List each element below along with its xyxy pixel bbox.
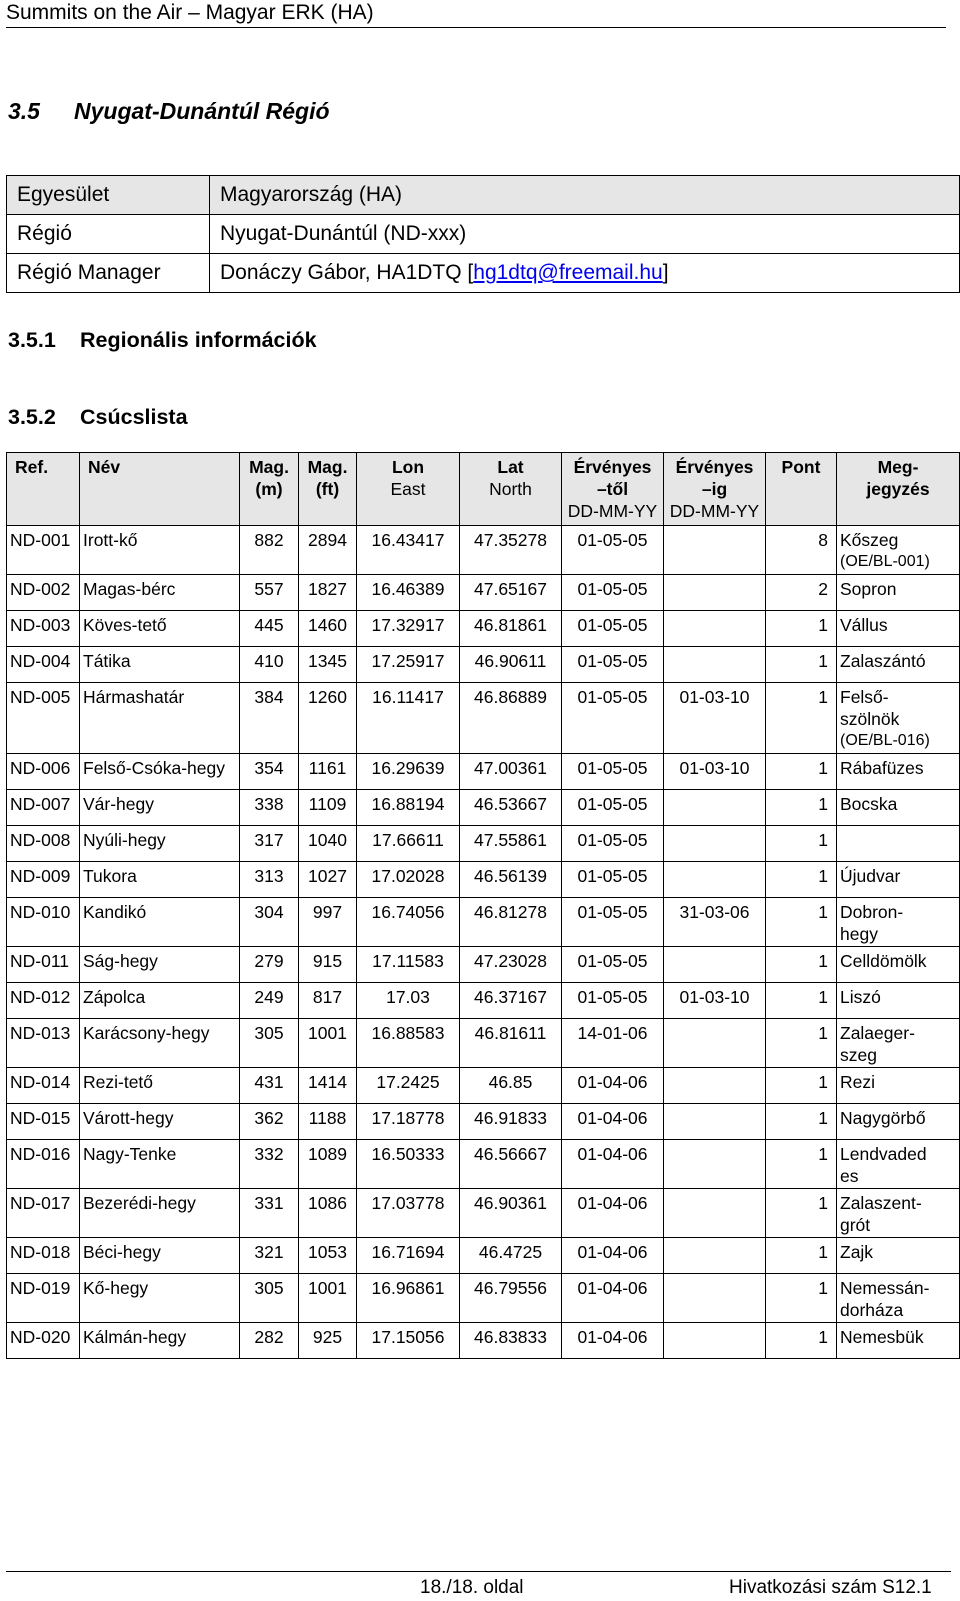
cell-points: 1 — [766, 1140, 837, 1189]
cell-name: Tátika — [80, 647, 240, 683]
cell-lon: 16.43417 — [357, 526, 460, 575]
cell-height-m: 331 — [240, 1189, 299, 1238]
info-row — [7, 176, 960, 215]
note-text-continued: dorháza — [840, 1300, 904, 1320]
cell-note — [837, 575, 960, 611]
table-row — [7, 1189, 960, 1238]
footer-rule — [6, 1571, 951, 1572]
table-row — [7, 647, 960, 683]
cell-lon: 16.88194 — [357, 790, 460, 826]
cell-ref: ND-013 — [7, 1019, 80, 1068]
cell-valid-from: 01-05-05 — [562, 790, 664, 826]
cell-height-ft: 1001 — [299, 1274, 357, 1323]
cell-lon: 16.50333 — [357, 1140, 460, 1189]
cell-note — [837, 983, 960, 1019]
cell-points: 1 — [766, 790, 837, 826]
subsection-number: 3.5.2 — [8, 405, 56, 429]
cell-height-ft: 2894 — [299, 526, 357, 575]
cell-ref: ND-015 — [7, 1104, 80, 1140]
cell-lat: 46.86889 — [460, 683, 562, 754]
cell-ref: ND-003 — [7, 611, 80, 647]
cell-lon: 16.96861 — [357, 1274, 460, 1323]
info-value: Nyugat-Dunántúl (ND-xxx) — [210, 215, 960, 254]
col-header-mag-ft: Mag. (ft) — [299, 453, 357, 526]
note-text: Vállus — [840, 615, 888, 635]
cell-lat: 46.79556 — [460, 1274, 562, 1323]
cell-valid-to — [664, 1323, 766, 1359]
note-text-continued: hegy — [840, 924, 878, 944]
col-header-points: Pont — [766, 453, 837, 526]
cell-valid-from: 01-05-05 — [562, 947, 664, 983]
cell-points: 1 — [766, 1019, 837, 1068]
cell-height-m: 431 — [240, 1068, 299, 1104]
cell-note — [837, 1104, 960, 1140]
cell-note — [837, 683, 960, 754]
info-key: Régió — [7, 215, 210, 254]
cell-note — [837, 1140, 960, 1189]
cell-name: Kálmán-hegy — [80, 1323, 240, 1359]
cell-note — [837, 790, 960, 826]
cell-note — [837, 1068, 960, 1104]
note-text-continued: es — [840, 1166, 859, 1186]
cell-points: 1 — [766, 983, 837, 1019]
cell-lat: 47.65167 — [460, 575, 562, 611]
cell-name: Ság-hegy — [80, 947, 240, 983]
cell-name: Várott-hegy — [80, 1104, 240, 1140]
cell-points: 1 — [766, 826, 837, 862]
cell-valid-from: 01-05-05 — [562, 611, 664, 647]
cell-points: 2 — [766, 575, 837, 611]
cell-valid-from: 01-05-05 — [562, 898, 664, 947]
table-row — [7, 826, 960, 862]
cell-valid-from: 01-04-06 — [562, 1238, 664, 1274]
cell-lat: 46.81861 — [460, 611, 562, 647]
col-header-lon: Lon East — [357, 453, 460, 526]
cell-ref: ND-020 — [7, 1323, 80, 1359]
cell-valid-to — [664, 1140, 766, 1189]
table-row — [7, 526, 960, 575]
cell-valid-to — [664, 790, 766, 826]
note-text: Újudvar — [840, 866, 901, 886]
cell-lat: 46.81611 — [460, 1019, 562, 1068]
table-row — [7, 1238, 960, 1274]
cell-lat: 46.56667 — [460, 1140, 562, 1189]
note-reference: (OE/BL-001) — [840, 553, 930, 570]
cell-lat: 47.00361 — [460, 754, 562, 790]
cell-valid-to — [664, 1019, 766, 1068]
cell-name: Béci-hegy — [80, 1238, 240, 1274]
cell-valid-to — [664, 826, 766, 862]
cell-valid-from: 01-05-05 — [562, 647, 664, 683]
document-reference: Hivatkozási szám S12.1 — [729, 1577, 932, 1598]
note-text: Nemesbük — [840, 1327, 924, 1347]
info-row — [7, 254, 960, 293]
note-text: Rezi — [840, 1072, 876, 1092]
note-text: Lendvaded — [840, 1144, 927, 1164]
cell-valid-from: 14-01-06 — [562, 1019, 664, 1068]
cell-lat: 46.81278 — [460, 898, 562, 947]
cell-height-m: 557 — [240, 575, 299, 611]
cell-note — [837, 647, 960, 683]
cell-points: 1 — [766, 862, 837, 898]
manager-suffix: ] — [662, 261, 669, 284]
cell-lon: 16.71694 — [357, 1238, 460, 1274]
cell-valid-from: 01-05-05 — [562, 826, 664, 862]
cell-height-m: 305 — [240, 1019, 299, 1068]
cell-lon: 17.11583 — [357, 947, 460, 983]
cell-name: Magas-bérc — [80, 575, 240, 611]
cell-height-m: 882 — [240, 526, 299, 575]
note-text: Zalaszántó — [840, 651, 926, 671]
table-row — [7, 1068, 960, 1104]
cell-lat: 47.35278 — [460, 526, 562, 575]
summit-table-body — [7, 526, 960, 1359]
cell-lat: 46.37167 — [460, 983, 562, 1019]
table-row — [7, 575, 960, 611]
cell-valid-to: 01-03-10 — [664, 983, 766, 1019]
note-text: Zajk — [840, 1242, 874, 1262]
cell-note — [837, 862, 960, 898]
note-text: Bocska — [840, 794, 898, 814]
cell-points: 1 — [766, 898, 837, 947]
cell-height-ft: 1089 — [299, 1140, 357, 1189]
cell-lon: 16.29639 — [357, 754, 460, 790]
cell-name: Nagy-Tenke — [80, 1140, 240, 1189]
cell-note — [837, 898, 960, 947]
region-info-table — [6, 175, 960, 293]
table-row — [7, 898, 960, 947]
cell-valid-to — [664, 947, 766, 983]
cell-height-ft: 1414 — [299, 1068, 357, 1104]
cell-valid-to — [664, 1104, 766, 1140]
cell-height-ft: 1260 — [299, 683, 357, 754]
cell-lat: 46.91833 — [460, 1104, 562, 1140]
table-row — [7, 983, 960, 1019]
cell-name: Zápolca — [80, 983, 240, 1019]
cell-lon: 17.32917 — [357, 611, 460, 647]
cell-ref: ND-006 — [7, 754, 80, 790]
cell-height-ft: 997 — [299, 898, 357, 947]
page-number: 18./18. oldal — [420, 1577, 524, 1598]
cell-name: Bezerédi-hegy — [80, 1189, 240, 1238]
note-reference: (OE/BL-016) — [840, 732, 930, 749]
cell-valid-from: 01-04-06 — [562, 1274, 664, 1323]
cell-valid-from: 01-04-06 — [562, 1104, 664, 1140]
cell-ref: ND-005 — [7, 683, 80, 754]
cell-valid-from: 01-05-05 — [562, 526, 664, 575]
cell-lon: 17.02028 — [357, 862, 460, 898]
cell-ref: ND-012 — [7, 983, 80, 1019]
cell-points: 1 — [766, 947, 837, 983]
note-text-continued: grót — [840, 1215, 871, 1235]
table-row — [7, 754, 960, 790]
cell-note — [837, 1019, 960, 1068]
col-header-name: Név — [80, 453, 240, 526]
col-header-notes: Meg- jegyzés — [837, 453, 960, 526]
cell-height-ft: 925 — [299, 1323, 357, 1359]
cell-height-ft: 1086 — [299, 1189, 357, 1238]
cell-height-ft: 1345 — [299, 647, 357, 683]
cell-name: Rezi-tető — [80, 1068, 240, 1104]
cell-ref: ND-010 — [7, 898, 80, 947]
table-row — [7, 947, 960, 983]
cell-lon: 16.46389 — [357, 575, 460, 611]
cell-height-ft: 817 — [299, 983, 357, 1019]
cell-points: 1 — [766, 1189, 837, 1238]
note-text: Rábafüzes — [840, 758, 924, 778]
note-text: Zalaeger- — [840, 1023, 915, 1043]
cell-height-m: 354 — [240, 754, 299, 790]
table-row — [7, 1104, 960, 1140]
table-row — [7, 683, 960, 754]
cell-ref: ND-011 — [7, 947, 80, 983]
cell-lat: 47.23028 — [460, 947, 562, 983]
cell-lon: 17.66611 — [357, 826, 460, 862]
cell-lon: 17.03 — [357, 983, 460, 1019]
table-row — [7, 611, 960, 647]
cell-lon: 17.18778 — [357, 1104, 460, 1140]
note-text: Felső- — [840, 687, 889, 707]
section-name: Nyugat-Dunántúl Régió — [74, 98, 330, 124]
cell-height-m: 445 — [240, 611, 299, 647]
cell-valid-from: 01-05-05 — [562, 862, 664, 898]
cell-name: Köves-tető — [80, 611, 240, 647]
note-text: Sopron — [840, 579, 897, 599]
cell-points: 1 — [766, 1274, 837, 1323]
cell-note — [837, 754, 960, 790]
cell-points: 1 — [766, 683, 837, 754]
cell-lon: 17.03778 — [357, 1189, 460, 1238]
cell-name: Tukora — [80, 862, 240, 898]
cell-height-m: 338 — [240, 790, 299, 826]
cell-height-m: 282 — [240, 1323, 299, 1359]
table-row — [7, 1274, 960, 1323]
cell-height-m: 332 — [240, 1140, 299, 1189]
cell-valid-from: 01-05-05 — [562, 683, 664, 754]
cell-valid-to — [664, 611, 766, 647]
table-row — [7, 862, 960, 898]
subsection-regional-info — [8, 328, 317, 353]
cell-lat: 46.56139 — [460, 862, 562, 898]
table-row — [7, 790, 960, 826]
cell-height-ft: 1460 — [299, 611, 357, 647]
cell-height-m: 317 — [240, 826, 299, 862]
cell-note — [837, 947, 960, 983]
col-header-lat: Lat North — [460, 453, 562, 526]
note-text: Zalaszent- — [840, 1193, 922, 1213]
cell-height-m: 305 — [240, 1274, 299, 1323]
note-text: Celldömölk — [840, 951, 927, 971]
summit-table — [6, 452, 960, 1359]
cell-lat: 47.55861 — [460, 826, 562, 862]
cell-lat: 46.90361 — [460, 1189, 562, 1238]
cell-height-m: 279 — [240, 947, 299, 983]
cell-height-m: 313 — [240, 862, 299, 898]
cell-height-ft: 1053 — [299, 1238, 357, 1274]
subsection-summit-list — [8, 405, 188, 430]
table-header-row — [7, 453, 960, 526]
cell-lon: 16.74056 — [357, 898, 460, 947]
cell-ref: ND-016 — [7, 1140, 80, 1189]
cell-valid-from: 01-05-05 — [562, 983, 664, 1019]
cell-height-ft: 1109 — [299, 790, 357, 826]
subsection-title: Csúcslista — [80, 405, 188, 429]
section-title — [8, 98, 330, 125]
note-text: Nagygörbő — [840, 1108, 926, 1128]
cell-name: Kő-hegy — [80, 1274, 240, 1323]
cell-height-m: 304 — [240, 898, 299, 947]
cell-lat: 46.85 — [460, 1068, 562, 1104]
cell-valid-to — [664, 647, 766, 683]
cell-valid-to — [664, 1068, 766, 1104]
cell-valid-to — [664, 526, 766, 575]
section-number: 3.5 — [8, 98, 40, 124]
cell-note — [837, 1274, 960, 1323]
cell-note — [837, 1189, 960, 1238]
cell-points: 1 — [766, 754, 837, 790]
cell-lat: 46.53667 — [460, 790, 562, 826]
cell-lat: 46.83833 — [460, 1323, 562, 1359]
cell-points: 1 — [766, 1238, 837, 1274]
table-row — [7, 1323, 960, 1359]
cell-valid-to — [664, 575, 766, 611]
running-header-title: Summits on the Air – Magyar ERK (HA) — [6, 1, 374, 24]
cell-points: 8 — [766, 526, 837, 575]
cell-points: 1 — [766, 611, 837, 647]
col-header-ref: Ref. — [7, 453, 80, 526]
cell-lon: 16.88583 — [357, 1019, 460, 1068]
cell-valid-from: 01-04-06 — [562, 1068, 664, 1104]
cell-ref: ND-009 — [7, 862, 80, 898]
cell-valid-to: 01-03-10 — [664, 754, 766, 790]
cell-name: Karácsony-hegy — [80, 1019, 240, 1068]
cell-note — [837, 1238, 960, 1274]
cell-name: Felső-Csóka-hegy — [80, 754, 240, 790]
cell-name: Irott-kő — [80, 526, 240, 575]
cell-lon: 17.25917 — [357, 647, 460, 683]
cell-height-ft: 1161 — [299, 754, 357, 790]
cell-points: 1 — [766, 1104, 837, 1140]
cell-note — [837, 611, 960, 647]
cell-note — [837, 526, 960, 575]
cell-ref: ND-017 — [7, 1189, 80, 1238]
cell-valid-to — [664, 1238, 766, 1274]
cell-lon: 16.11417 — [357, 683, 460, 754]
cell-height-m: 410 — [240, 647, 299, 683]
cell-valid-from: 01-04-06 — [562, 1323, 664, 1359]
info-value: Magyarország (HA) — [210, 176, 960, 215]
cell-lon: 17.15056 — [357, 1323, 460, 1359]
cell-ref: ND-001 — [7, 526, 80, 575]
cell-valid-from: 01-04-06 — [562, 1189, 664, 1238]
col-header-valid-to: Érvényes –ig DD-MM-YY — [664, 453, 766, 526]
cell-valid-to: 31-03-06 — [664, 898, 766, 947]
cell-height-ft: 1027 — [299, 862, 357, 898]
cell-name: Vár-hegy — [80, 790, 240, 826]
cell-ref: ND-004 — [7, 647, 80, 683]
cell-ref: ND-007 — [7, 790, 80, 826]
cell-ref: ND-014 — [7, 1068, 80, 1104]
cell-height-ft: 1827 — [299, 575, 357, 611]
cell-height-ft: 915 — [299, 947, 357, 983]
note-text: Dobron- — [840, 902, 904, 922]
cell-note — [837, 826, 960, 862]
note-text: Liszó — [840, 987, 881, 1007]
manager-name: Donáczy Gábor, HA1DTQ [ — [220, 261, 474, 284]
info-row — [7, 215, 960, 254]
cell-valid-to: 01-03-10 — [664, 683, 766, 754]
note-text: Nemessán- — [840, 1278, 930, 1298]
cell-lon: 17.2425 — [357, 1068, 460, 1104]
cell-height-m: 249 — [240, 983, 299, 1019]
subsection-number: 3.5.1 — [8, 328, 56, 352]
cell-lat: 46.90611 — [460, 647, 562, 683]
cell-ref: ND-019 — [7, 1274, 80, 1323]
info-key: Egyesület — [7, 176, 210, 215]
table-row — [7, 1019, 960, 1068]
col-header-mag-m: Mag. (m) — [240, 453, 299, 526]
table-row — [7, 1140, 960, 1189]
note-text-continued: szeg — [840, 1045, 877, 1065]
cell-height-m: 362 — [240, 1104, 299, 1140]
cell-name: Nyúli-hegy — [80, 826, 240, 862]
cell-valid-to — [664, 862, 766, 898]
cell-ref: ND-008 — [7, 826, 80, 862]
cell-height-ft: 1040 — [299, 826, 357, 862]
cell-name: Hármashatár — [80, 683, 240, 754]
cell-points: 1 — [766, 1323, 837, 1359]
cell-lat: 46.4725 — [460, 1238, 562, 1274]
cell-valid-to — [664, 1189, 766, 1238]
cell-height-m: 384 — [240, 683, 299, 754]
subsection-title: Regionális információk — [80, 328, 317, 352]
cell-valid-from: 01-05-05 — [562, 754, 664, 790]
cell-points: 1 — [766, 1068, 837, 1104]
info-key: Régió Manager — [7, 254, 210, 293]
note-text: Kőszeg — [840, 530, 899, 550]
cell-ref: ND-002 — [7, 575, 80, 611]
cell-height-ft: 1001 — [299, 1019, 357, 1068]
col-header-valid-from: Érvényes –től DD-MM-YY — [562, 453, 664, 526]
running-header — [6, 0, 946, 28]
info-value-manager — [210, 254, 960, 293]
note-text-continued: szölnök — [840, 709, 900, 729]
cell-height-ft: 1188 — [299, 1104, 357, 1140]
cell-valid-to — [664, 1274, 766, 1323]
cell-name: Kandikó — [80, 898, 240, 947]
cell-ref: ND-018 — [7, 1238, 80, 1274]
cell-valid-from: 01-04-06 — [562, 1140, 664, 1189]
cell-valid-from: 01-05-05 — [562, 575, 664, 611]
cell-height-m: 321 — [240, 1238, 299, 1274]
cell-note — [837, 1323, 960, 1359]
manager-email-link[interactable]: hg1dtq@freemail.hu — [473, 261, 663, 284]
cell-points: 1 — [766, 647, 837, 683]
